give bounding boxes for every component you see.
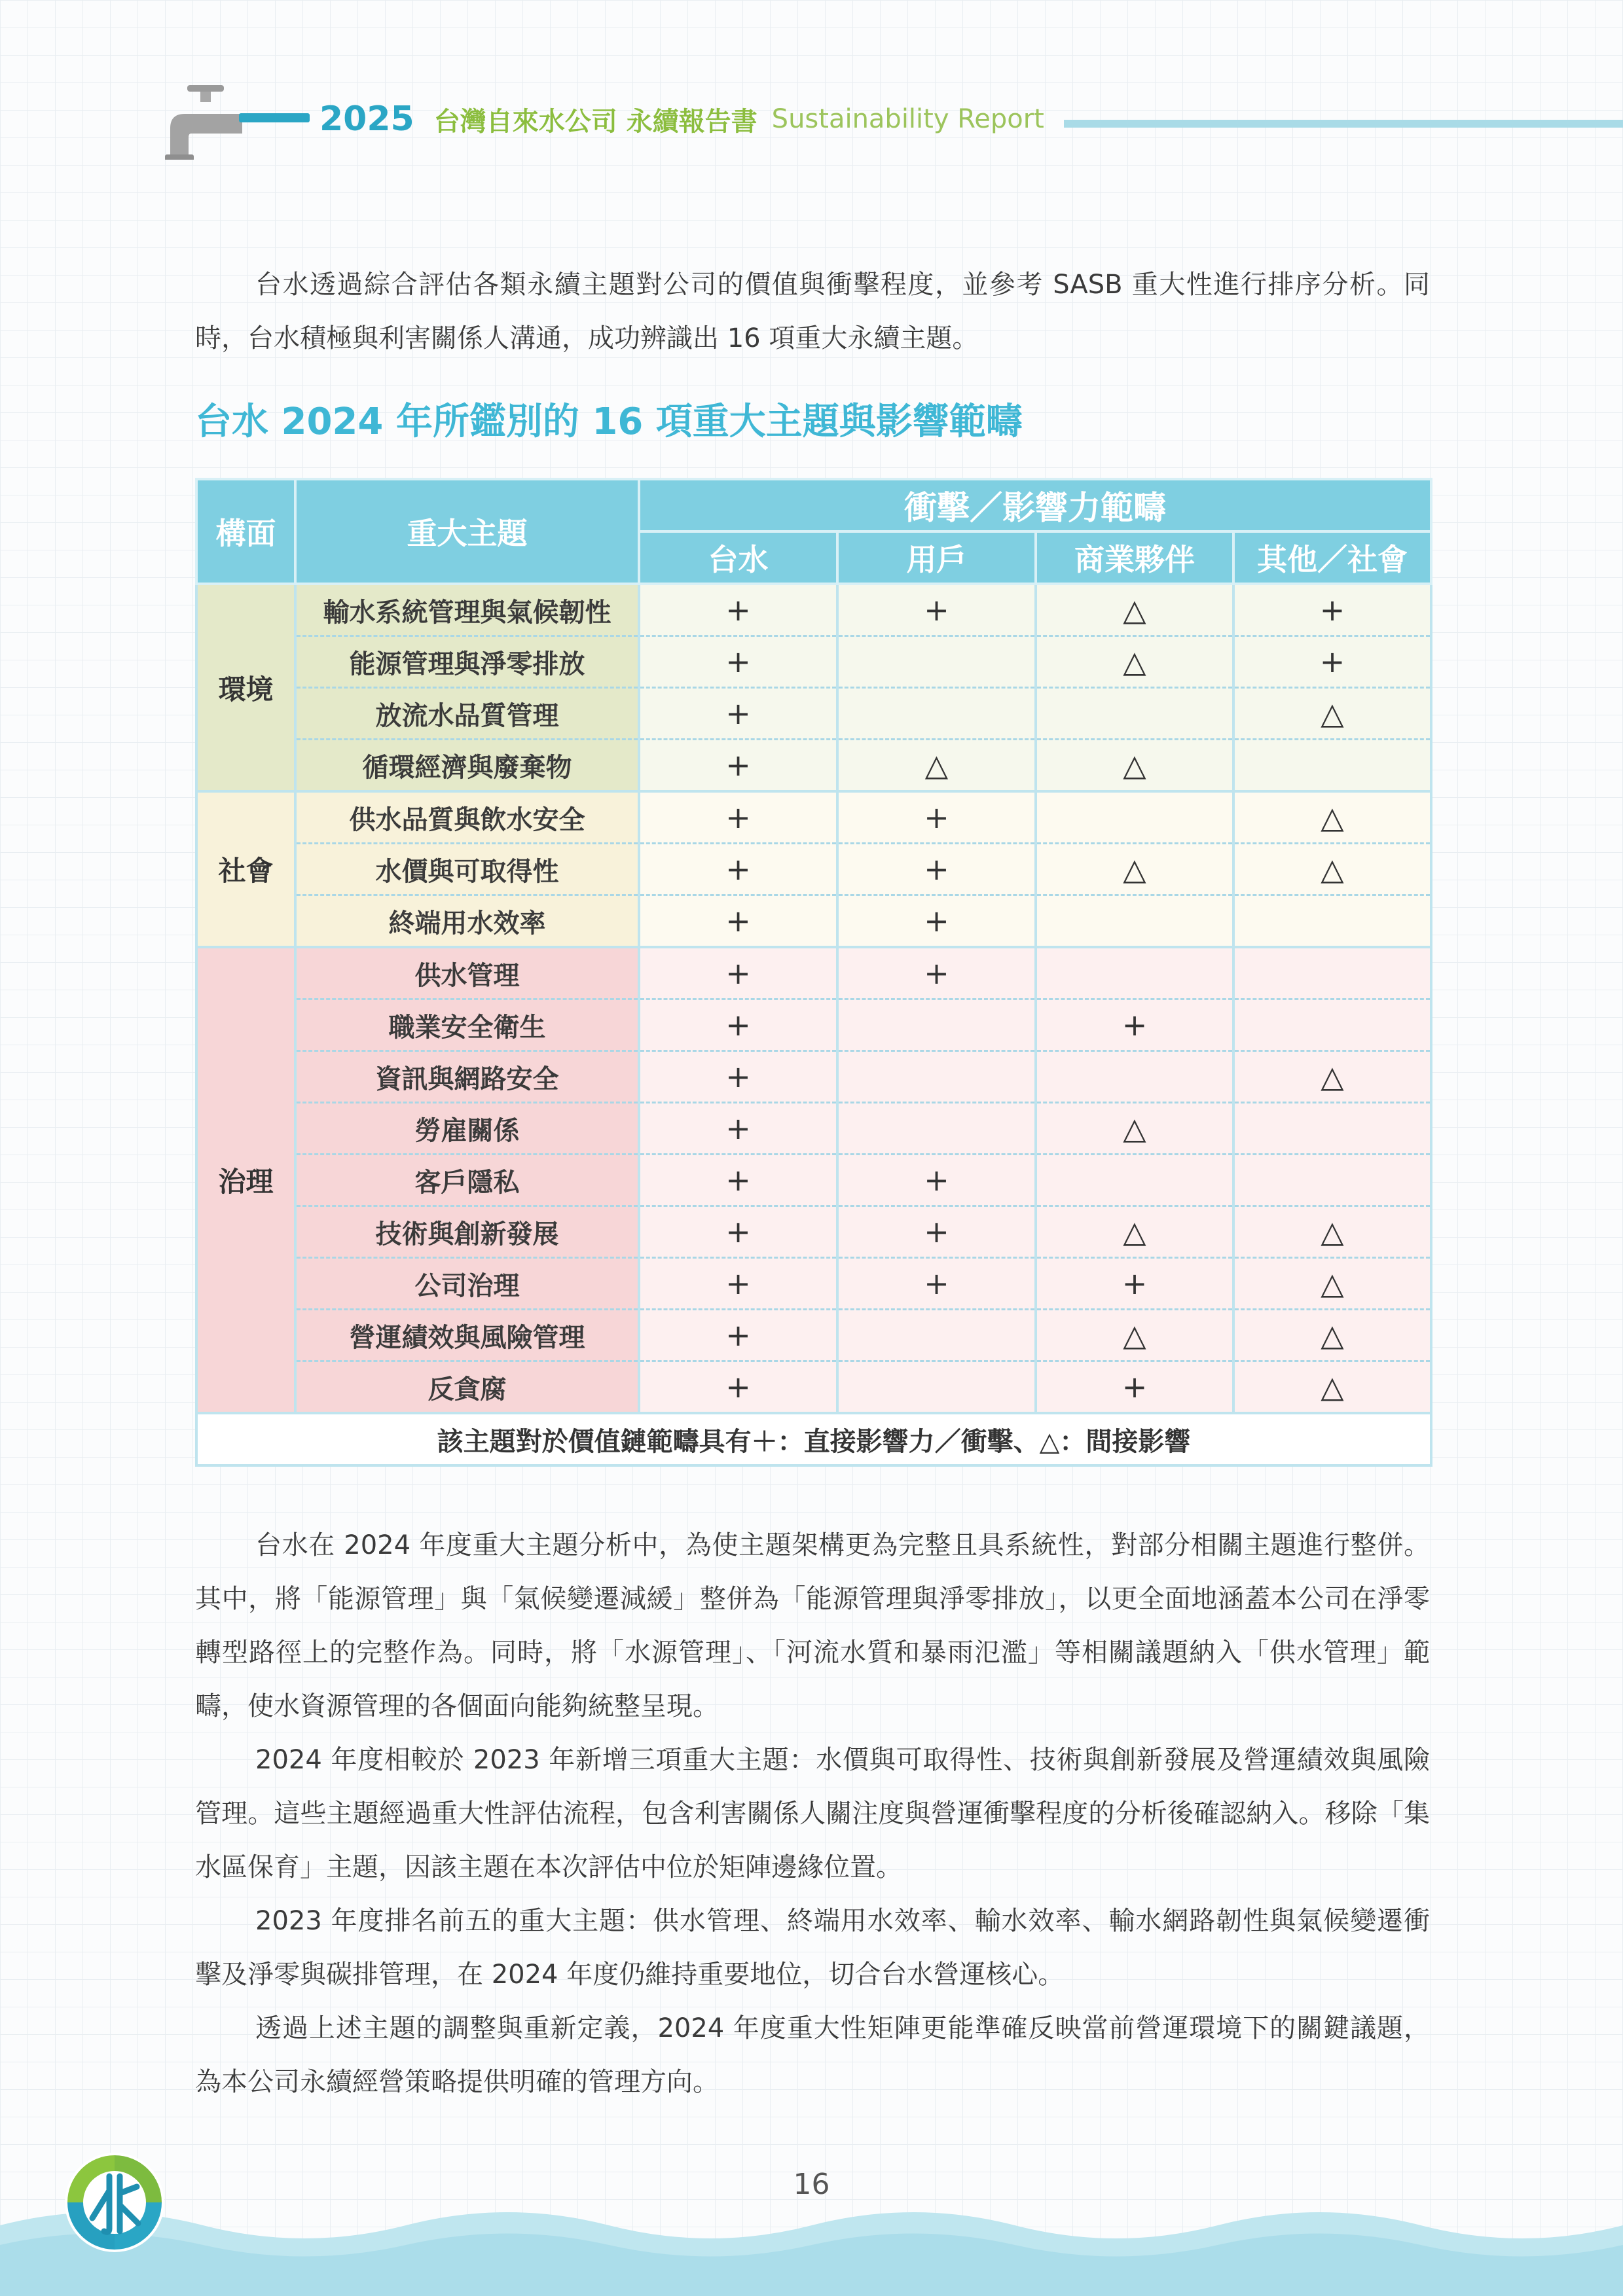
dimension-cell: 環境 — [196, 584, 295, 791]
table-row — [196, 1103, 1431, 1155]
company-logo-icon — [62, 2150, 167, 2255]
topic-cell: 勞雇關係 — [295, 1103, 639, 1155]
impact-mark-customers: + — [837, 1155, 1036, 1206]
impact-mark-customers: + — [837, 1206, 1036, 1258]
section-title: 台水 2024 年所鑑別的 16 項重大主題與影響範疇 — [195, 401, 1023, 443]
impact-mark-taiwan-water: + — [639, 895, 837, 948]
impact-mark-partners: △ — [1036, 1310, 1233, 1361]
impact-mark-partners: + — [1036, 1258, 1233, 1310]
impact-mark-taiwan-water: + — [639, 1051, 837, 1103]
footer-waves — [0, 2199, 1623, 2296]
impact-mark-others: △ — [1233, 791, 1431, 844]
impact-mark-customers: + — [837, 584, 1036, 636]
header-pipe-decoration — [239, 113, 310, 122]
impact-mark-partners — [1036, 895, 1233, 948]
impact-mark-partners: + — [1036, 1361, 1233, 1414]
impact-mark-others: △ — [1233, 844, 1431, 895]
topic-cell: 供水管理 — [295, 947, 639, 999]
table-row — [196, 791, 1431, 844]
impact-mark-others — [1233, 1155, 1431, 1206]
impact-mark-others: △ — [1233, 1051, 1431, 1103]
impact-mark-taiwan-water: + — [639, 1258, 837, 1310]
th-dimension: 構面 — [196, 479, 295, 584]
impact-mark-taiwan-water: + — [639, 1361, 837, 1414]
header-rule — [1064, 120, 1623, 128]
intro-paragraph — [195, 258, 1430, 365]
impact-mark-taiwan-water: + — [639, 1310, 837, 1361]
impact-mark-customers — [837, 688, 1036, 740]
dimension-cell: 社會 — [196, 791, 295, 947]
impact-mark-others: △ — [1233, 1361, 1431, 1414]
impact-mark-taiwan-water: + — [639, 844, 837, 895]
impact-mark-customers: + — [837, 947, 1036, 999]
table-row — [196, 844, 1431, 895]
impact-mark-taiwan-water: + — [639, 947, 837, 999]
topic-cell: 營運績效與風險管理 — [295, 1310, 639, 1361]
topic-cell: 職業安全衛生 — [295, 999, 639, 1051]
impact-mark-taiwan-water: + — [639, 1155, 837, 1206]
table-row — [196, 1155, 1431, 1206]
materiality-table — [195, 478, 1432, 1467]
impact-mark-taiwan-water: + — [639, 999, 837, 1051]
impact-mark-partners: △ — [1036, 1103, 1233, 1155]
table-row — [196, 688, 1431, 740]
impact-mark-others: △ — [1233, 1258, 1431, 1310]
topic-cell: 客戶隱私 — [295, 1155, 639, 1206]
impact-mark-taiwan-water: + — [639, 688, 837, 740]
impact-mark-others — [1233, 1103, 1431, 1155]
topic-cell: 資訊與網路安全 — [295, 1051, 639, 1103]
header-title-en: Sustainability Report — [771, 104, 1044, 134]
impact-mark-customers: + — [837, 895, 1036, 948]
table-row — [196, 999, 1431, 1051]
topic-cell: 公司治理 — [295, 1258, 639, 1310]
paragraph: 2023 年度排名前五的重大主題：供水管理、終端用水效率、輸水效率、輸水網路韌性與氣候變遷衝擊及淨零與碳排管理，在 2024 年度仍維持重要地位，切合台水營運核心。 — [195, 1906, 1430, 1990]
impact-mark-customers — [837, 1361, 1036, 1414]
impact-mark-taiwan-water: + — [639, 791, 837, 844]
table-row — [196, 740, 1431, 792]
table-row — [196, 1051, 1431, 1103]
body-text — [195, 1518, 1430, 2109]
impact-mark-others — [1233, 999, 1431, 1051]
impact-mark-customers: + — [837, 791, 1036, 844]
table-row — [196, 1361, 1431, 1414]
topic-cell: 水價與可取得性 — [295, 844, 639, 895]
impact-mark-customers: + — [837, 844, 1036, 895]
impact-mark-taiwan-water: + — [639, 1206, 837, 1258]
table-row — [196, 1206, 1431, 1258]
header-year: 2025 — [319, 99, 414, 139]
paragraph: 透過上述主題的調整與重新定義，2024 年度重大性矩陣更能準確反映當前營運環境下的關鍵議題，為本公司永續經營策略提供明確的管理方向。 — [195, 2013, 1430, 2097]
th-customers: 用戶 — [837, 531, 1036, 584]
impact-mark-customers — [837, 636, 1036, 688]
topic-cell: 終端用水效率 — [295, 895, 639, 948]
impact-mark-partners — [1036, 1051, 1233, 1103]
impact-mark-customers — [837, 1103, 1036, 1155]
table-body — [196, 584, 1431, 1413]
table-row — [196, 1258, 1431, 1310]
topic-cell: 放流水品質管理 — [295, 688, 639, 740]
impact-mark-customers — [837, 999, 1036, 1051]
impact-mark-partners — [1036, 688, 1233, 740]
impact-mark-taiwan-water: + — [639, 584, 837, 636]
impact-mark-taiwan-water: + — [639, 1103, 837, 1155]
impact-mark-taiwan-water: + — [639, 740, 837, 792]
topic-cell: 技術與創新發展 — [295, 1206, 639, 1258]
impact-mark-customers: △ — [837, 740, 1036, 792]
th-partners: 商業夥伴 — [1036, 531, 1233, 584]
paragraph: 台水在 2024 年度重大主題分析中，為使主題架構更為完整且具系統性，對部分相關主題進行整併。其中，將「能源管理」與「氣候變遷減緩」整併為「能源管理與淨零排放」，以更全面地涵蓋本公司在淨零轉型路徑上的完整作為。同時，將「水源管理」、「河流水質和暴雨氾濫」等相關議題納入「供水管理」範疇，使水資源管理的各個面向能夠統整呈現。 — [195, 1530, 1430, 1721]
impact-mark-partners: △ — [1036, 844, 1233, 895]
impact-mark-partners: △ — [1036, 636, 1233, 688]
impact-mark-partners: + — [1036, 999, 1233, 1051]
impact-mark-partners: △ — [1036, 584, 1233, 636]
topic-cell: 供水品質與飲水安全 — [295, 791, 639, 844]
topic-cell: 輸水系統管理與氣候韌性 — [295, 584, 639, 636]
faucet-icon — [157, 81, 249, 160]
impact-mark-others — [1233, 947, 1431, 999]
impact-mark-partners: △ — [1036, 740, 1233, 792]
impact-mark-others: + — [1233, 584, 1431, 636]
th-topic: 重大主題 — [295, 479, 639, 584]
page-number: 16 — [793, 2168, 830, 2201]
table-row — [196, 947, 1431, 999]
impact-mark-partners — [1036, 1155, 1233, 1206]
impact-mark-customers — [837, 1310, 1036, 1361]
impact-mark-others: △ — [1233, 688, 1431, 740]
impact-mark-others: + — [1233, 636, 1431, 688]
th-scope: 衝擊／影響力範疇 — [639, 479, 1431, 531]
th-others: 其他／社會 — [1233, 531, 1431, 584]
impact-mark-partners — [1036, 947, 1233, 999]
table-row — [196, 636, 1431, 688]
table-legend: 該主題對於價值鏈範疇具有＋：直接影響力／衝擊、△：間接影響 — [196, 1413, 1431, 1465]
th-taiwan-water: 台水 — [639, 531, 837, 584]
table-row — [196, 895, 1431, 948]
impact-mark-partners — [1036, 791, 1233, 844]
impact-mark-others: △ — [1233, 1310, 1431, 1361]
paragraph: 2024 年度相較於 2023 年新增三項重大主題：水價與可取得性、技術與創新發展及營運績效與風險管理。這些主題經過重大性評估流程，包含利害關係人關注度與營運衝擊程度的分析後確認納入。移除「集水區保育」主題，因該主題在本次評估中位於矩陣邊緣位置。 — [195, 1745, 1430, 1882]
topic-cell: 能源管理與淨零排放 — [295, 636, 639, 688]
table-row — [196, 1310, 1431, 1361]
impact-mark-customers — [837, 1051, 1036, 1103]
intro-text: 台水透過綜合評估各類永續主題對公司的價值與衝擊程度，並參考 SASB 重大性進行排序分析。同時，台水積極與利害關係人溝通，成功辨識出 16 項重大永續主題。 — [195, 270, 1430, 353]
header-title-zh: 台灣自來水公司 永續報告書 — [433, 106, 757, 137]
impact-mark-customers: + — [837, 1258, 1036, 1310]
impact-mark-others: △ — [1233, 1206, 1431, 1258]
impact-mark-others — [1233, 740, 1431, 792]
topic-cell: 循環經濟與廢棄物 — [295, 740, 639, 792]
impact-mark-partners: △ — [1036, 1206, 1233, 1258]
impact-mark-taiwan-water: + — [639, 636, 837, 688]
impact-mark-others — [1233, 895, 1431, 948]
topic-cell: 反貪腐 — [295, 1361, 639, 1414]
dimension-cell: 治理 — [196, 947, 295, 1413]
page-header — [319, 98, 1044, 140]
table-row — [196, 584, 1431, 636]
